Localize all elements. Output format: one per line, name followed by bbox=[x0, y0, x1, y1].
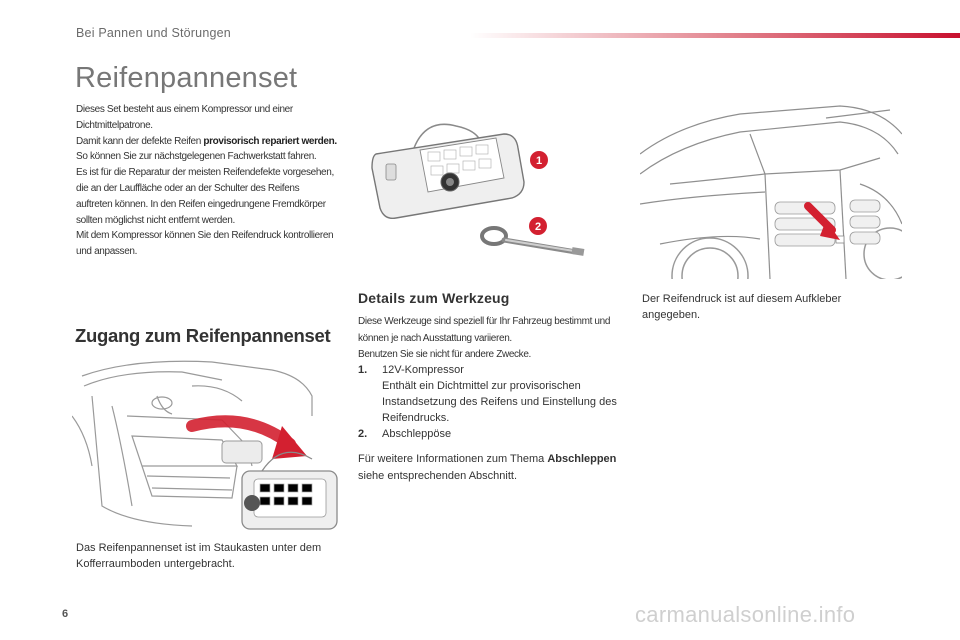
intro-line-2 bbox=[76, 134, 338, 150]
sticker-caption: Der Reifendruck ist auf diesem Aufkleber angegeben. bbox=[642, 293, 842, 321]
tool-item-body bbox=[382, 426, 451, 442]
intro-line-1: Dieses Set besteht aus einem Kompressor und einer Dichtmittelpatrone. bbox=[76, 104, 293, 131]
access-caption: Das Reifenpannenset ist im Staukasten unter dem Kofferraumboden untergebracht. bbox=[76, 542, 322, 570]
tool-item-title: 12V-Kompressor bbox=[382, 364, 464, 376]
intro-line-4: Es ist für die Reparatur der meisten Reifendefekte vorgesehen, die an der Lauffläche oder an der Schulter des Reifens auftreten können. In den Reifen eingedrungene Fremdkörper sollten möglichst nicht entfernt werden. bbox=[76, 167, 334, 226]
header-accent-rule bbox=[470, 33, 960, 38]
tool-item-title: Abschleppöse bbox=[382, 428, 452, 440]
tool-item-number: 1. bbox=[358, 364, 368, 376]
car-door-illustration bbox=[640, 104, 902, 279]
details-text-1: Diese Werkzeuge sind speziell für Ihr Fahrzeug bestimmt und können je nach Ausstattung variieren. bbox=[358, 316, 611, 344]
intro-line-3: So können Sie zur nächstgelegenen Fachwerkstatt fahren. bbox=[76, 151, 317, 163]
more-info-link-text: Abschleppen bbox=[547, 453, 617, 465]
page-number: 6 bbox=[62, 608, 69, 620]
svg-text:1: 1 bbox=[535, 155, 543, 167]
tool-item-number: 2. bbox=[358, 428, 368, 440]
callout-1 bbox=[530, 151, 548, 169]
intro-line-2-text: Damit kann der defekte Reifen bbox=[76, 135, 204, 147]
section-header: Bei Pannen und Störungen bbox=[76, 26, 231, 40]
details-text-2: Benutzen Sie sie nicht für andere Zwecke. bbox=[358, 349, 531, 360]
compressor-illustration bbox=[372, 124, 524, 218]
more-info-post: siehe entsprechenden Abschnitt. bbox=[358, 469, 518, 482]
tool-item-2 bbox=[358, 426, 628, 442]
svg-text:2: 2 bbox=[534, 221, 542, 233]
tool-item-1 bbox=[358, 362, 628, 426]
intro-line-2-bold: provisorisch repariert werden. bbox=[203, 135, 337, 147]
tool-kit-illustration bbox=[366, 118, 616, 278]
page-title: Reifenpannenset bbox=[75, 62, 298, 94]
tool-item-body bbox=[382, 362, 628, 426]
car-trunk-illustration bbox=[72, 356, 350, 531]
details-heading: Details zum Werkzeug bbox=[358, 290, 510, 306]
intro-line-5: Mit dem Kompressor können Sie den Reifendruck kontrollieren und anpassen. bbox=[76, 230, 334, 258]
watermark-text: carmanualsonline.info bbox=[635, 602, 856, 627]
tool-item-desc: Enthält ein Dichtmittel zur provisorischen Instandsetzung des Reifens und Einstellung des Reifendrucks. bbox=[382, 380, 617, 424]
details-text bbox=[358, 314, 628, 364]
tool-list bbox=[358, 362, 628, 442]
intro-text bbox=[76, 102, 338, 260]
more-info-pre: Für weitere Informationen zum Thema bbox=[358, 453, 548, 465]
callout-2 bbox=[529, 217, 547, 235]
more-info-text bbox=[358, 451, 618, 484]
access-heading: Zugang zum Reifenpannenset bbox=[75, 325, 331, 346]
